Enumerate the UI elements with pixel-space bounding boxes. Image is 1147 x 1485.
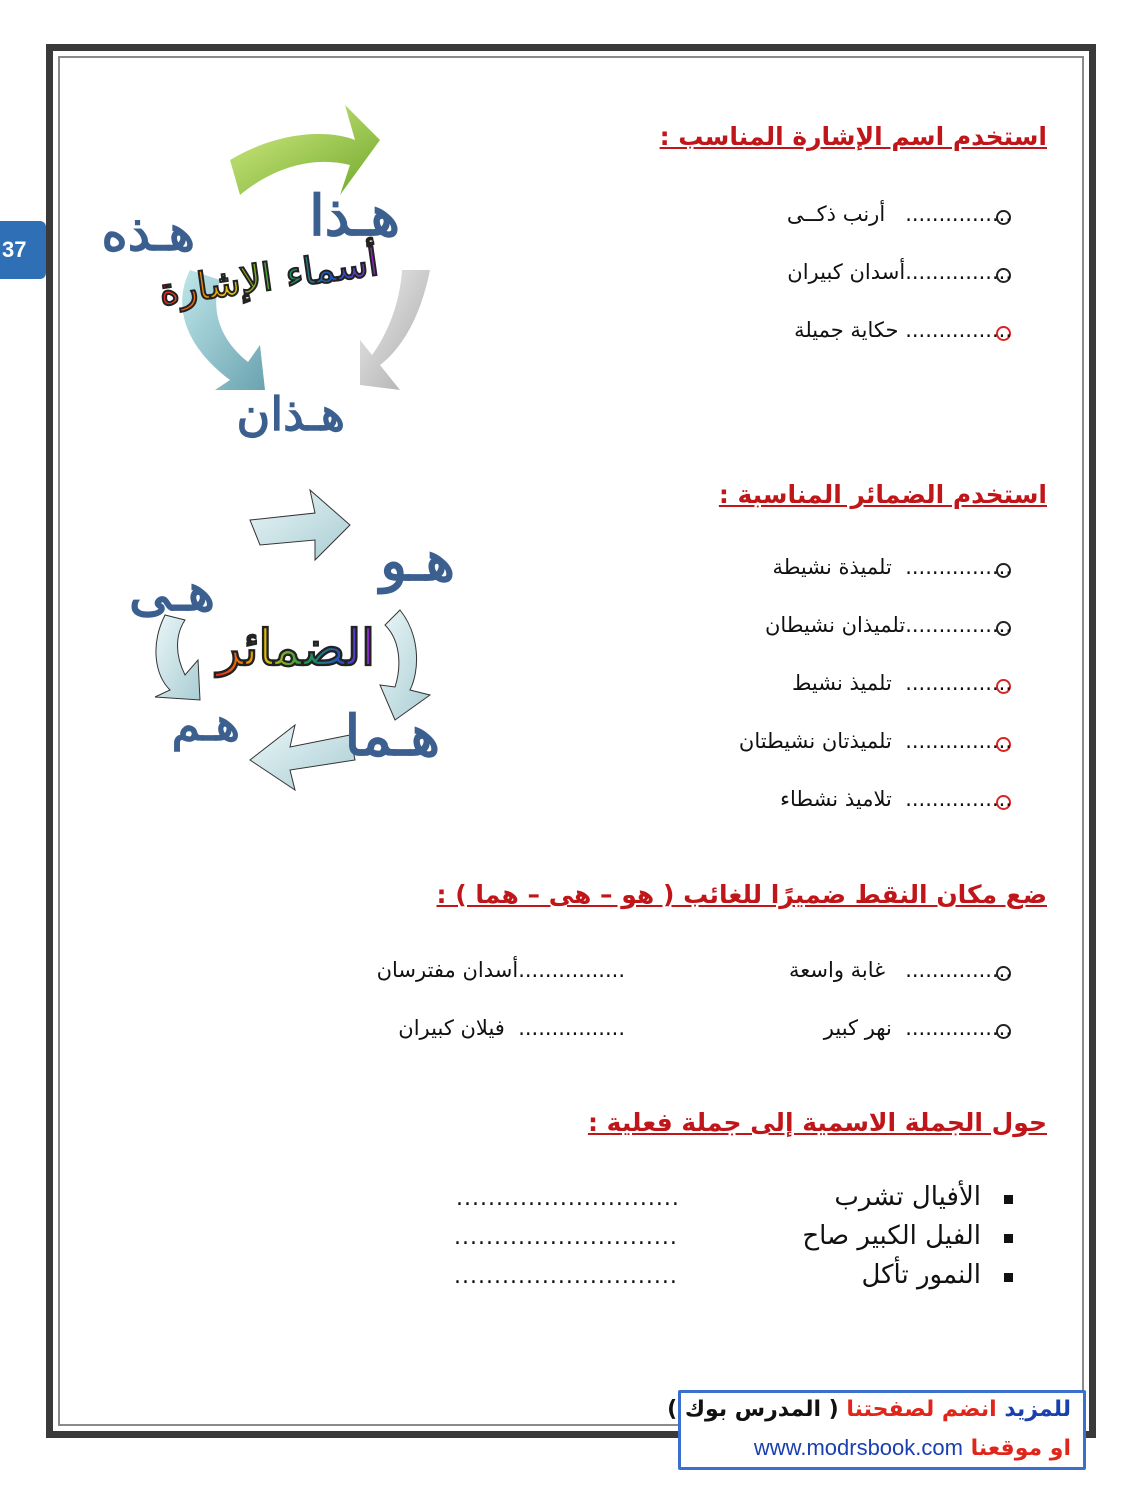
- item-word: نهر كبير: [823, 1016, 892, 1040]
- banner-more: للمزيد: [1004, 1397, 1071, 1422]
- s2-item-3: [792, 671, 1012, 695]
- dots: ................: [905, 202, 1012, 226]
- word-huma: هـما: [344, 703, 440, 769]
- item-word: أسدان مفترسان: [376, 958, 519, 982]
- s2-item-1: [772, 555, 1012, 579]
- dots: ................: [905, 787, 1012, 811]
- item-word: تلميذان نشيطان: [764, 613, 906, 637]
- banner-url-link[interactable]: www.modrsbook.com: [753, 1435, 963, 1460]
- item-word: تلاميذ نشطاء: [780, 787, 892, 811]
- s3-row-1-right: [789, 958, 1012, 982]
- dots: ................: [905, 260, 1012, 284]
- s1-item-1: [787, 202, 1012, 226]
- square-bullet: [1004, 1273, 1013, 1282]
- clipart-title: أسماء الإشارة: [156, 238, 382, 315]
- word-hadhan: هـذان: [236, 387, 345, 441]
- s2-item-4: [739, 729, 1012, 753]
- sentence: النمور تأكل: [861, 1260, 981, 1290]
- arrow-shape: [230, 105, 380, 195]
- banner-join: انضم لصفحتنا: [846, 1397, 997, 1422]
- s1-item-2: [787, 260, 1012, 284]
- item-word: غابة واسعة: [789, 958, 886, 982]
- dots: ................: [905, 729, 1012, 753]
- dots: ................: [518, 1016, 625, 1040]
- banner-page-name[interactable]: ( المدرس بوك ): [667, 1397, 839, 1422]
- banner-or-site: او موقعنا: [970, 1436, 1071, 1461]
- dots: ................: [905, 671, 1012, 695]
- item-word: أرنب ذكــى: [786, 202, 886, 226]
- dots: ................: [905, 613, 1012, 637]
- clipart-title: الضمائر: [216, 618, 375, 677]
- dots: ................: [905, 318, 1012, 342]
- section3-heading: ضع مكان النقط ضميرًا للغائب ( هو – هى – هما ) :: [436, 880, 1047, 909]
- section2-heading: استخدم الضمائر المناسبة :: [718, 480, 1047, 509]
- s3-row-2-left: [398, 1016, 625, 1040]
- sentence: الأفيال تشرب: [834, 1182, 981, 1212]
- answer-dots: ............................: [456, 1186, 680, 1211]
- answer-dots: ............................: [454, 1264, 678, 1289]
- s1-item-3: [794, 318, 1012, 342]
- item-word: فيلان كبيران: [398, 1016, 505, 1040]
- demonstratives-clipart: [101, 100, 480, 441]
- s2-item-5: [780, 787, 1012, 811]
- section4-heading: حول الجملة الاسمية إلى جملة فعلية :: [587, 1108, 1047, 1137]
- pronouns-clipart: [110, 485, 480, 815]
- answer-dots: ............................: [454, 1225, 678, 1250]
- word-hadha: هـذا: [309, 183, 400, 249]
- dots: ................: [518, 958, 625, 982]
- s3-row-2-right: [824, 1016, 1012, 1040]
- section1-heading: استخدم اسم الإشارة المناسب :: [659, 122, 1047, 151]
- dots: ................: [905, 1016, 1012, 1040]
- word-hum: هـم: [171, 697, 240, 751]
- item-word: تلميذتان نشيطتان: [738, 729, 892, 753]
- word-huwa: هـو: [380, 528, 455, 594]
- item-word: حكاية جميلة: [794, 318, 899, 342]
- s3-row-1-left: [377, 958, 625, 982]
- square-bullet: [1004, 1234, 1013, 1243]
- promo-banner[interactable]: [667, 1390, 1086, 1470]
- dots: ................: [905, 958, 1012, 982]
- square-bullet: [1004, 1195, 1013, 1204]
- dots: ................: [905, 555, 1012, 579]
- word-hadhihi: هـذه: [101, 203, 195, 262]
- page-number-tab: [0, 221, 46, 279]
- arrow-shape: [360, 270, 430, 390]
- item-word: تلميذة نشيطة: [772, 555, 892, 579]
- item-word: تلميذ نشيط: [792, 671, 892, 695]
- item-word: أسدان كبيران: [787, 260, 906, 284]
- page-number: 37: [2, 237, 27, 262]
- sentence: الفيل الكبير صاح: [802, 1221, 981, 1251]
- arrow-shape: [155, 615, 200, 700]
- arrow-shape: [250, 490, 350, 560]
- word-hiya: هـى: [129, 562, 215, 623]
- arrow-shape: [250, 725, 355, 790]
- s2-item-2: [765, 613, 1012, 637]
